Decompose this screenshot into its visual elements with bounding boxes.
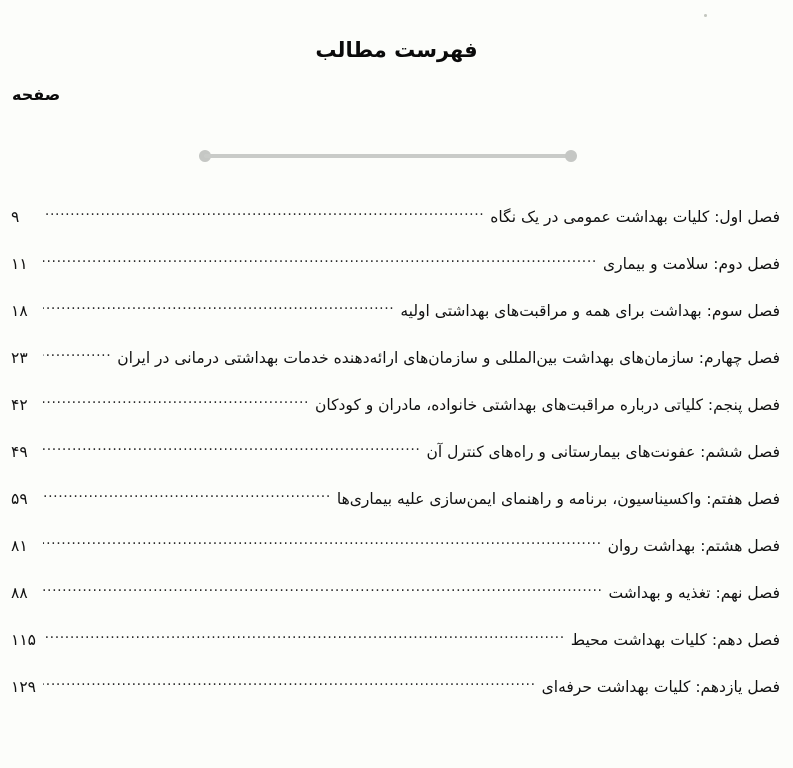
toc-entry[interactable] bbox=[0, 300, 793, 347]
toc-entry[interactable] bbox=[0, 206, 793, 253]
toc-entry-page-number: ۱۸ bbox=[11, 301, 28, 320]
rule-cap-right-icon bbox=[565, 150, 577, 162]
toc-entry-title: فصل اول: کلیات بهداشت عمومی در یک نگاه bbox=[490, 207, 780, 226]
toc-entry-title: فصل چهارم: سازمان‌های بهداشت بین‌المللی و سازمان‌های ارائه‌دهنده خدمات بهداشتی درمانی در ایران bbox=[117, 348, 780, 367]
toc-entry-title: فصل یازدهم: کلیات بهداشت حرفه‌ای bbox=[541, 677, 780, 696]
toc-dot-leader bbox=[43, 253, 597, 269]
toc-entry-page-number: ۹ bbox=[11, 207, 20, 226]
toc-dot-leader bbox=[43, 629, 565, 645]
toc-entry-page-number: ۸۸ bbox=[11, 583, 28, 602]
toc-entry-title: فصل نهم: تغذیه و بهداشت bbox=[608, 583, 780, 602]
toc-entry-title: فصل دهم: کلیات بهداشت محیط bbox=[570, 630, 780, 649]
toc-dot-leader bbox=[43, 347, 111, 363]
toc-entry[interactable] bbox=[0, 488, 793, 535]
decorative-rule bbox=[199, 150, 577, 162]
toc-entry-page-number: ۱۲۹ bbox=[11, 677, 36, 696]
toc-entry[interactable] bbox=[0, 394, 793, 441]
toc-dot-leader bbox=[43, 441, 420, 457]
rule-bar bbox=[204, 154, 572, 158]
toc-entry-title: فصل هفتم: واکسیناسیون، برنامه و راهنمای ایمن‌سازی علیه بیماری‌ها bbox=[336, 489, 780, 508]
toc-entry-title: فصل هشتم: بهداشت روان bbox=[607, 536, 780, 555]
toc-entry-page-number: ۱۱۵ bbox=[11, 630, 36, 649]
toc-entry[interactable] bbox=[0, 253, 793, 300]
toc-entry-page-number: ۴۲ bbox=[11, 395, 28, 414]
toc-entry-page-number: ۱۱ bbox=[11, 254, 28, 273]
toc-entry[interactable] bbox=[0, 676, 793, 723]
page-column-header-label: صفحه bbox=[12, 85, 61, 104]
toc-entry-page-number: ۲۳ bbox=[11, 348, 28, 367]
toc-entry[interactable] bbox=[0, 441, 793, 488]
toc-entry-page-number: ۸۱ bbox=[11, 536, 28, 555]
toc-entry-page-number: ۴۹ bbox=[11, 442, 28, 461]
toc-dot-leader bbox=[43, 300, 394, 316]
toc-dot-leader bbox=[43, 206, 484, 222]
toc-entry-page-number: ۵۹ bbox=[11, 489, 28, 508]
toc-entry-title: فصل دوم: سلامت و بیماری bbox=[602, 254, 780, 273]
toc-dot-leader bbox=[43, 394, 309, 410]
toc-entry-title: فصل پنجم: کلیاتی درباره مراقبت‌های بهداشتی خانواده، مادران و کودکان bbox=[315, 395, 780, 414]
toc-dot-leader bbox=[43, 676, 536, 692]
toc-entry-title: فصل ششم: عفونت‌های بیمارستانی و راه‌های کنترل آن bbox=[426, 442, 780, 461]
toc-entry[interactable] bbox=[0, 629, 793, 676]
toc-dot-leader bbox=[43, 582, 603, 598]
toc-entry-title: فصل سوم: بهداشت برای همه و مراقبت‌های بهداشتی اولیه bbox=[400, 301, 780, 320]
toc-dot-leader bbox=[43, 535, 602, 551]
toc-entry[interactable] bbox=[0, 535, 793, 582]
table-of-contents-list bbox=[0, 206, 793, 723]
scan-artifact-speck bbox=[704, 14, 707, 17]
toc-entry[interactable] bbox=[0, 582, 793, 629]
toc-entry[interactable] bbox=[0, 347, 793, 394]
toc-dot-leader bbox=[43, 488, 331, 504]
page-title: فهرست مطالب bbox=[315, 38, 478, 62]
